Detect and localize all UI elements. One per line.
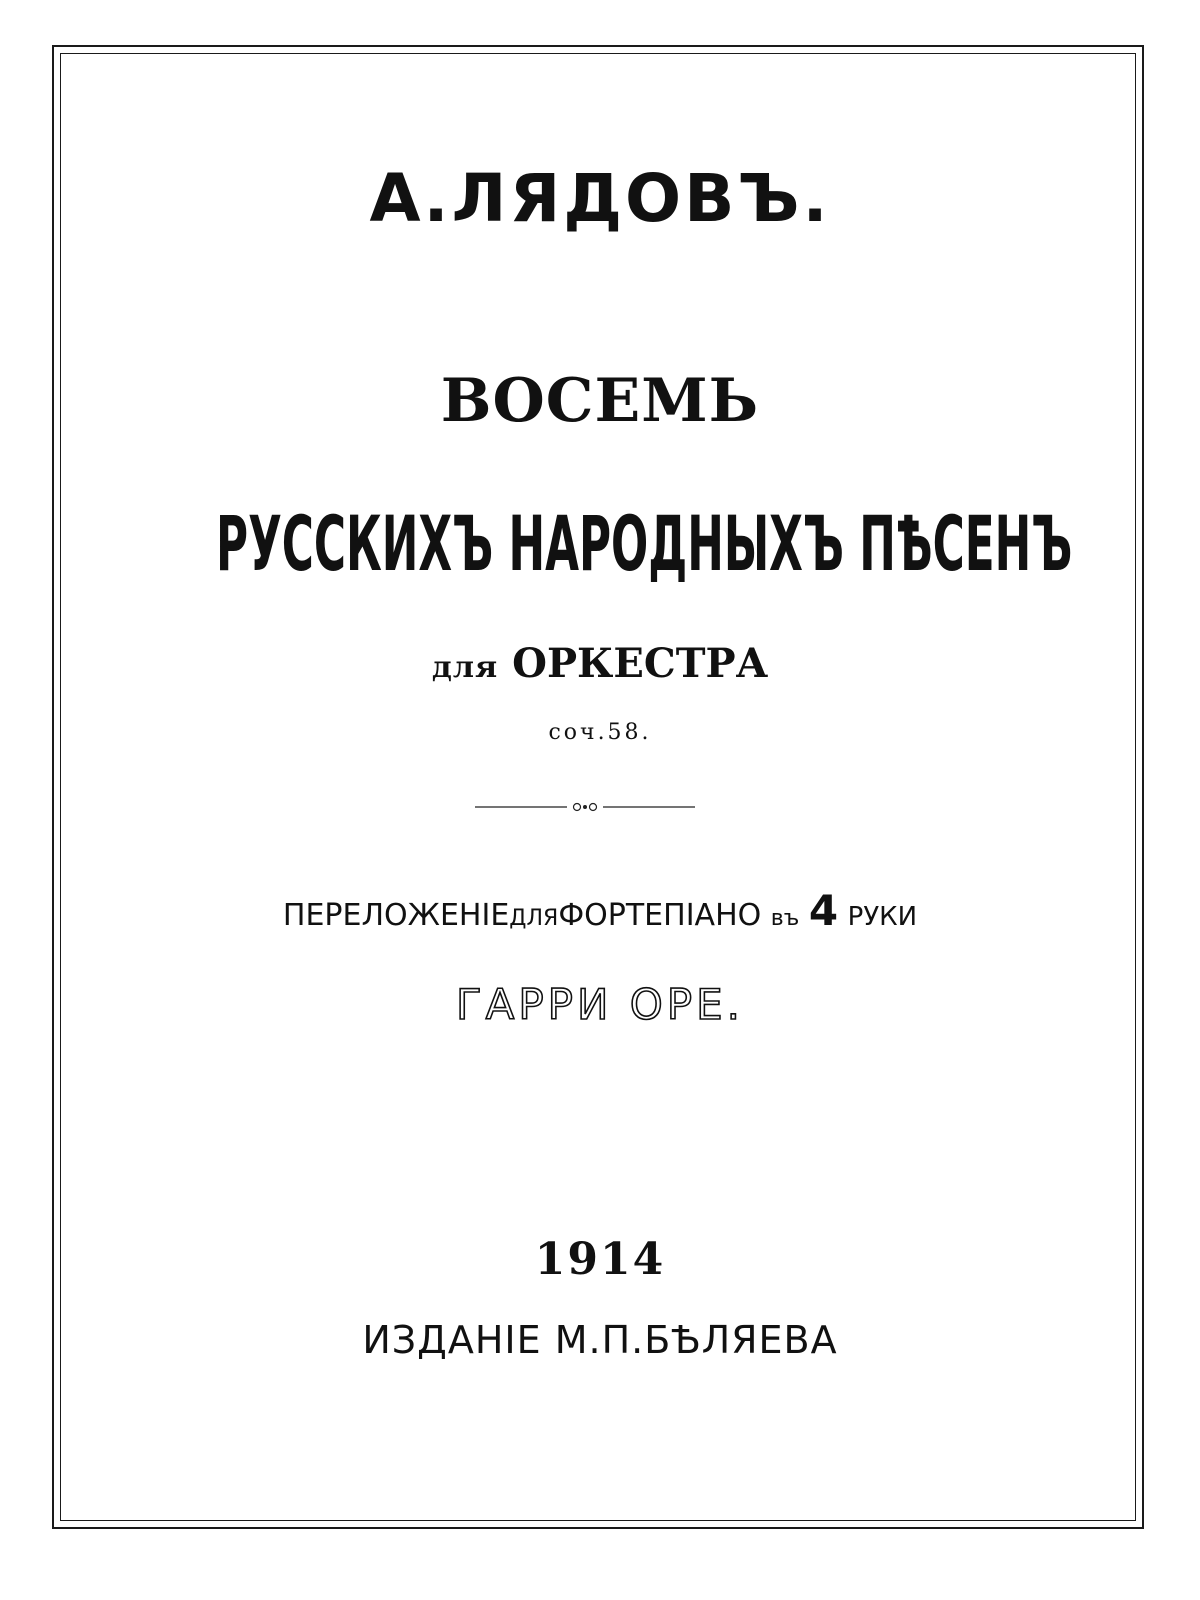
orchestra-word: ОРКЕСТРА [512, 640, 769, 687]
title-line-1: ВОСЕМЬ [440, 366, 760, 436]
publisher-name: ИЗДАНІЕ М.П.БѢЛЯЕВА [362, 1318, 838, 1362]
page-border-inner [60, 53, 1136, 1521]
arrangement-hands: РУКИ [847, 902, 918, 932]
arrangement-in: въ [770, 906, 800, 931]
arrangement-piano: ФОРТЕПІАНО [558, 898, 762, 933]
opus-number: соч.58. [548, 720, 652, 745]
arrangement-word: ПЕРЕЛОЖЕНІЕ [282, 898, 510, 933]
publication-year: 1914 [534, 1234, 666, 1285]
title-line-2: РУССКИХЪ НАРОДНЫХЪ ПѢСЕНЪ [216, 499, 1073, 588]
arrangement-four: 4 [808, 886, 839, 935]
for-word: для [431, 650, 499, 685]
arrangement-for: ДЛЯ [509, 906, 559, 931]
composer-name: А.ЛЯДОВЪ. [369, 160, 831, 237]
arranger-name: ГАРРИ ОРЕ. [455, 980, 745, 1029]
title-line-3 [0, 640, 1200, 687]
arrangement-line [0, 886, 1200, 935]
ornament-divider [475, 800, 695, 814]
